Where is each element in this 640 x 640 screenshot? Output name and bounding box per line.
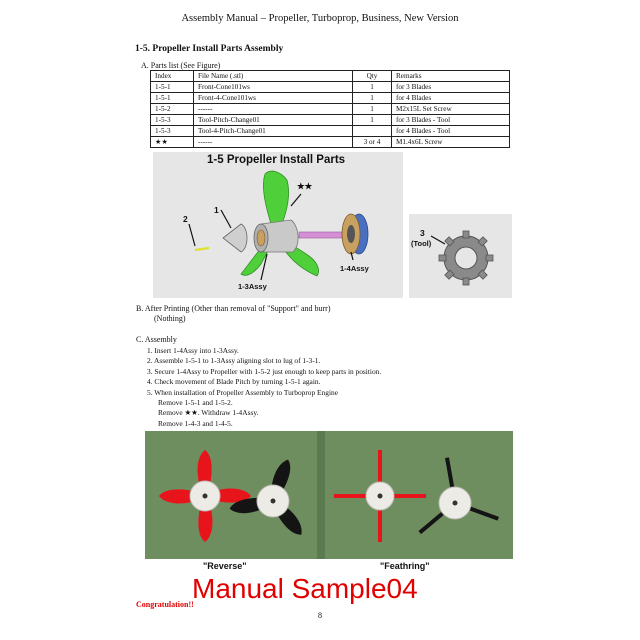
- list-item: 3. Secure 1-4Assy to Propeller with 1-5-2 just enough to keep parts in position.: [147, 366, 382, 376]
- assembly-heading: C. Assembly: [136, 335, 177, 344]
- table-row: [151, 126, 510, 137]
- disc-center: [347, 225, 355, 243]
- col-file-name: File Name (.stl): [194, 71, 353, 82]
- cell-remarks: M1.4x6L Screw: [392, 137, 510, 148]
- cell-qty: 1: [353, 82, 392, 93]
- tool-illustration: [409, 214, 512, 298]
- cell-index: ★★: [151, 137, 194, 148]
- cell-remarks: for 4 Blades - Tool: [392, 126, 510, 137]
- list-item: 4. Check movement of Blade Pitch by turning 1-5-1 again.: [147, 377, 321, 387]
- list-item: Remove 1-5-1 and 1-5-2.: [158, 398, 233, 408]
- callout-1-3assy: 1-3Assy: [238, 282, 267, 291]
- page-number: 8: [318, 611, 322, 620]
- callout-stars: ★★: [297, 181, 313, 191]
- assembly-steps: [147, 346, 381, 429]
- blade-upper: [263, 171, 288, 226]
- document-header: Assembly Manual – Propeller, Turboprop, Business, New Version: [181, 13, 459, 24]
- cell-file: Tool-4-Pitch-Change01: [194, 126, 353, 137]
- cell-qty: [353, 126, 392, 137]
- caption-feathering: "Feathring": [380, 561, 430, 571]
- callout-2: 2: [183, 214, 188, 224]
- leader-line-stars: [291, 194, 301, 206]
- cell-file: ------: [194, 104, 353, 115]
- cell-remarks: for 3 Blades: [392, 82, 510, 93]
- parts-list-heading: A. Parts list (See Figure): [141, 61, 221, 70]
- cell-index: 1-5-3: [151, 126, 194, 137]
- list-item: 5. When installation of Propeller Assembly to Turboprop Engine: [147, 387, 338, 397]
- callout-1: 1: [214, 205, 219, 215]
- tool-callout-3: 3: [420, 228, 425, 238]
- cell-index: 1-5-1: [151, 93, 194, 104]
- cell-index: 1-5-3: [151, 115, 194, 126]
- table-row: [151, 93, 510, 104]
- table-row: [151, 115, 510, 126]
- col-remarks: Remarks: [392, 71, 510, 82]
- watermark-text: Manual Sample04: [192, 573, 418, 604]
- cell-qty: 3 or 4: [353, 137, 392, 148]
- propeller-photos-illustration: [145, 431, 513, 559]
- figure-title: 1-5 Propeller Install Parts: [207, 154, 346, 166]
- list-item: 1. Insert 1-4Assy into 1-3Assy.: [147, 346, 239, 355]
- after-printing-heading: B. After Printing (Other than removal of "Support" and burr): [136, 304, 331, 313]
- hub-insert: [257, 230, 265, 246]
- cell-remarks: M2x15L Set Screw: [392, 104, 510, 115]
- list-item: Remove ★★. Withdraw 1-4Assy.: [158, 408, 259, 418]
- cell-file: Front-Cone101ws: [194, 82, 353, 93]
- set-screw: [195, 248, 209, 250]
- front-cone: [223, 224, 247, 252]
- cell-remarks: for 4 Blades: [392, 93, 510, 104]
- parts-table: [150, 70, 510, 148]
- parts-figure-illustration: [153, 152, 403, 298]
- list-item: Remove 1-4-3 and 1-4-5.: [158, 418, 233, 428]
- col-qty: Qty: [353, 71, 392, 82]
- leader-line-1: [221, 210, 231, 228]
- cell-file: Front-4-Cone101ws: [194, 93, 353, 104]
- propeller-photos: [145, 431, 513, 559]
- after-printing-note: (Nothing): [154, 314, 186, 323]
- cell-qty: 1: [353, 104, 392, 115]
- cell-remarks: for 3 Blades - Tool: [392, 115, 510, 126]
- cell-file: ------: [194, 137, 353, 148]
- table-row: [151, 82, 510, 93]
- parts-table-header: [151, 71, 510, 82]
- tool-callout-sub: (Tool): [411, 239, 432, 248]
- cell-qty: 1: [353, 115, 392, 126]
- section-title: 1-5. Propeller Install Parts Assembly: [135, 44, 284, 54]
- cell-index: 1-5-2: [151, 104, 194, 115]
- table-row: [151, 104, 510, 115]
- table-row: [151, 137, 510, 148]
- shaft: [299, 232, 345, 238]
- cell-index: 1-5-1: [151, 82, 194, 93]
- callout-1-4assy: 1-4Assy: [340, 264, 369, 273]
- cell-file: Tool-Pitch-Change01: [194, 115, 353, 126]
- leader-line-2: [189, 224, 195, 246]
- caption-reverse: "Reverse": [203, 561, 247, 571]
- congratulation-text: Congratulation!!: [136, 600, 194, 609]
- col-index: Index: [151, 71, 194, 82]
- cell-qty: 1: [353, 93, 392, 104]
- list-item: 2. Assemble 1-5-1 to 1-3Assy aligning slot to lug of 1-3-1.: [147, 356, 321, 366]
